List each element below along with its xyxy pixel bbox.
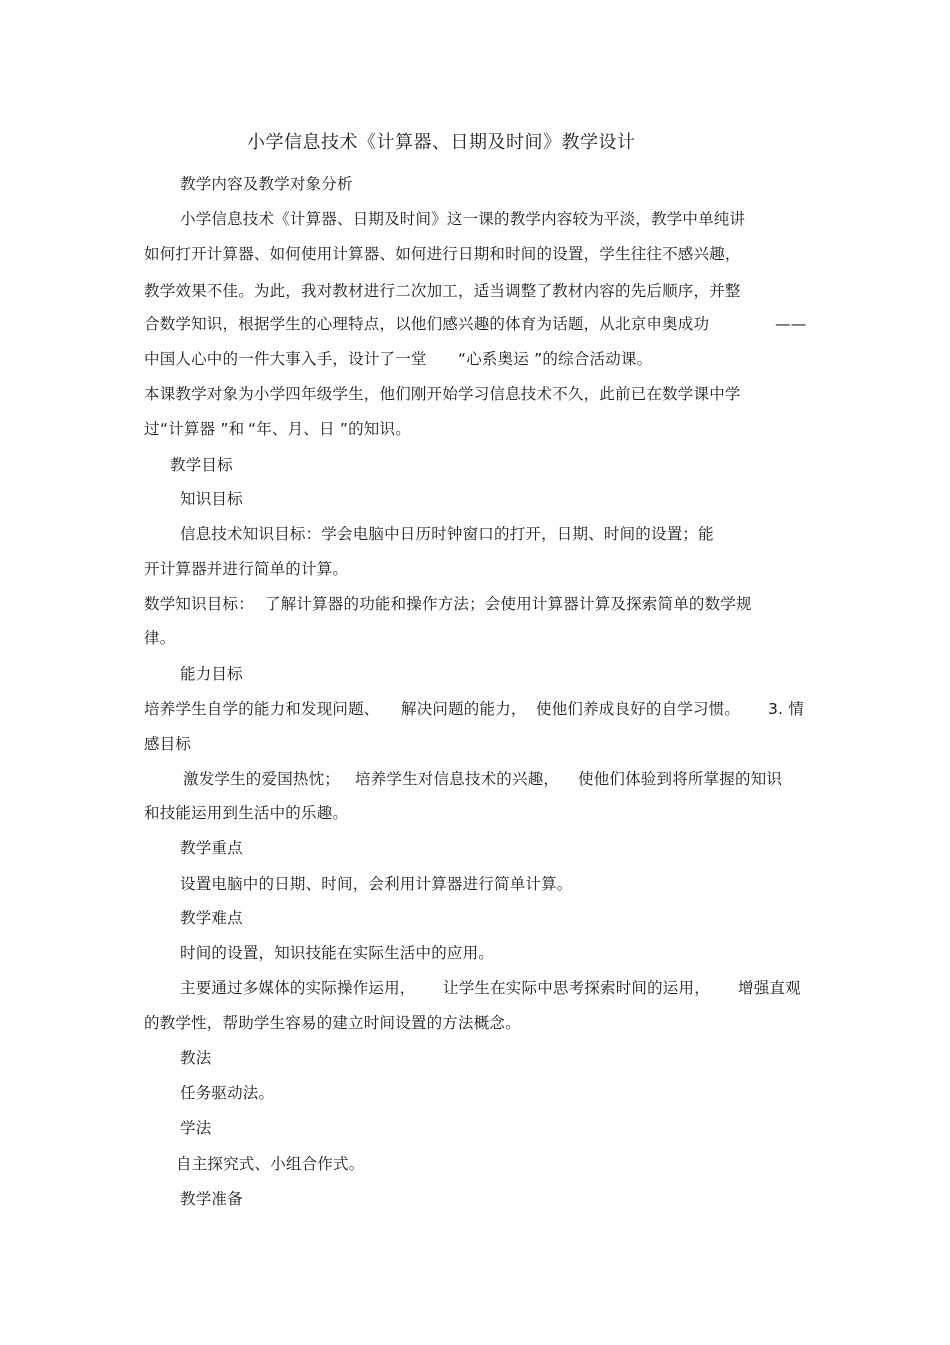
- subheading-ability: 能力目标: [180, 665, 243, 683]
- paragraph-line: 任务驱动法。: [180, 1084, 275, 1102]
- paragraph-line: 如何打开计算器、如何使用计算器、如何进行日期和时间的设置，学生往往不感兴趣，: [144, 245, 741, 263]
- paragraph-fragment: “心系奥运 ”的综合活动课。: [458, 350, 653, 368]
- paragraph-fragment: 让学生在实际中思考探索时间的运用，: [443, 979, 710, 997]
- paragraph-line: 信息技术知识目标：学会电脑中日历时钟窗口的打开，日期、时间的设置；能: [180, 525, 714, 543]
- paragraph-fragment: 过: [144, 420, 160, 438]
- paragraph-fragment: “计算器 ”和: [160, 420, 245, 438]
- paragraph-line: 时间的设置，知识技能在实际生活中的应用。: [180, 944, 495, 962]
- paragraph-line: 本课教学对象为小学四年级学生，他们刚开始学习信息技术不久，此前已在数学课中学: [144, 385, 741, 403]
- section-heading-difficult: 教学难点: [180, 909, 243, 927]
- section-heading-goals: 教学目标: [170, 456, 233, 474]
- section-heading-learn-method: 学法: [180, 1119, 212, 1137]
- dash-text: ——: [775, 315, 807, 333]
- paragraph-fragment: 3. 情: [768, 700, 805, 718]
- paragraph-fragment: 培养学生自学的能力和发现问题、: [144, 700, 380, 718]
- paragraph-fragment: 解决问题的能力，: [401, 700, 527, 718]
- paragraph-line: 感目标: [144, 735, 192, 753]
- paragraph-fragment: 使他们体验到将所掌握的知识: [578, 770, 783, 788]
- paragraph-line: 的教学性，帮助学生容易的建立时间设置的方法概念。: [144, 1014, 521, 1032]
- paragraph-fragment: 培养学生对信息技术的兴趣，: [355, 770, 560, 788]
- paragraph-line: 小学信息技术《计算器、日期及时间》这一课的教学内容较为平淡，教学中单纯讲: [180, 210, 746, 228]
- paragraph-line: 合数学知识，根据学生的心理特点，以他们感兴趣的体育为话题，从北京申奥成功: [144, 315, 710, 333]
- paragraph-fragment: 主要通过多媒体的实际操作运用，: [180, 979, 416, 997]
- paragraph-line: 自主探究式、小组合作式。: [176, 1155, 365, 1173]
- section-heading-key: 教学重点: [180, 839, 243, 857]
- section-heading-teach-method: 教法: [180, 1049, 212, 1067]
- section-heading-prep: 教学准备: [180, 1190, 243, 1208]
- section-heading-analysis: 教学内容及教学对象分析: [180, 175, 353, 193]
- paragraph-fragment: “年、月、日 ”的知识。: [248, 420, 411, 438]
- paragraph-fragment: 激发学生的爱国热忱；: [183, 770, 341, 788]
- paragraph-fragment: 增强直观: [738, 979, 801, 997]
- document-title: 小学信息技术《计算器、日期及时间》教学设计: [247, 132, 636, 153]
- paragraph-fragment: 了解计算器的功能和操作方法；会使用计算器计算及探索简单的数学规: [265, 595, 752, 613]
- subheading-knowledge: 知识目标: [180, 490, 243, 508]
- paragraph-line: 和技能运用到生活中的乐趣。: [144, 804, 349, 822]
- paragraph-line: 开计算器并进行简单的计算。: [144, 560, 349, 578]
- paragraph-line: 律。: [144, 629, 176, 647]
- paragraph-line: 教学效果不佳。为此，我对教材进行二次加工，适当调整了教材内容的先后顺序，并整: [144, 282, 741, 300]
- paragraph-fragment: 使他们养成良好的自学习惯。: [536, 700, 741, 718]
- paragraph-line: 设置电脑中的日期、时间，会利用计算器进行简单计算。: [180, 875, 573, 893]
- paragraph-fragment: 数学知识目标：: [144, 595, 254, 613]
- paragraph-line: 中国人心中的一件大事入手，设计了一堂: [144, 350, 427, 368]
